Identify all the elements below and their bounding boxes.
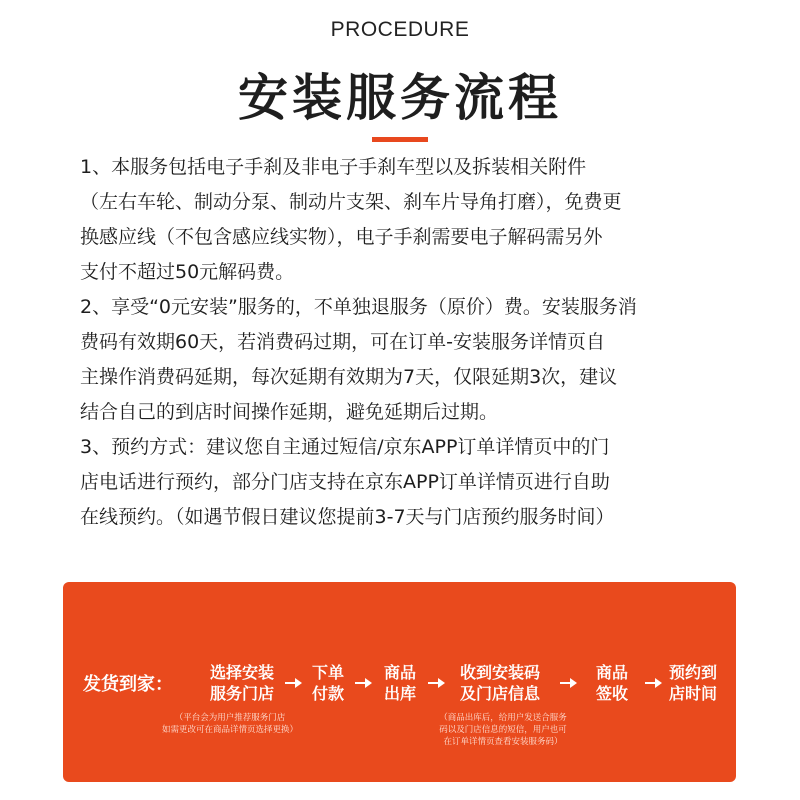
service-terms [80,150,730,535]
term-paragraph-2: 2、享受“0元安装”服务的，不单独退服务（原价）费。安装服务消 费码有效期60天，若消费码过期，可在订单-安装服务详情页自 主操作消费码延期，每次延期有效期为7天，仅限延期3次，建议 结合自己的到店时间操作延期，避免延期后过期。 [80,296,637,423]
flow-arrow-icon [355,677,373,689]
flow-step-order-pay: 下单 付款 [311,663,344,703]
flow-step-book-visit: 预约到 店时间 [668,663,717,703]
flow-arrow-icon [285,677,303,689]
flow-arrow-icon [560,677,578,689]
title-underline [372,137,428,142]
flow-label: 发货到家： [83,674,173,695]
flow-arrow-icon [645,677,663,689]
flow-step-ship-out: 商品 出库 [383,663,416,703]
term-paragraph-3: 3、预约方式：建议您自主通过短信/京东APP订单详情页中的门 店电话进行预约，部分门店支持在京东APP订单详情页进行自助 在线预约。（如遇节假日建议您提前3-7天与门店预约服务时间） [80,436,615,528]
flow-step-sign-receipt: 商品 签收 [595,663,628,703]
flow-arrow-icon [428,677,446,689]
delivery-flow-panel [63,582,736,782]
install-code-note: （商品出库后，给用户发送合服务 码以及门店信息的短信，用户也可 在订单详情页查看安装服务码） [439,713,567,747]
flow-step-select-store: 选择安装 服务门店 [209,663,274,703]
flow-step-receive-code: 收到安装码 及门店信息 [459,663,540,703]
procedure-eyebrow: PROCEDURE [330,18,470,41]
page-title: 安装服务流程 [238,69,562,127]
store-selection-note: （平台会为用户推荐服务门店 如需更改可在商品详情页选择更换） [161,713,298,735]
term-paragraph-1: 1、本服务包括电子手刹及非电子手刹车型以及拆装相关附件 （左右车轮、制动分泵、制动片支架、刹车片导角打磨），免费更 换感应线（不包含感应线实物），电子手刹需要电子解码需另外 支付不超过50元解码费。 [80,156,622,283]
